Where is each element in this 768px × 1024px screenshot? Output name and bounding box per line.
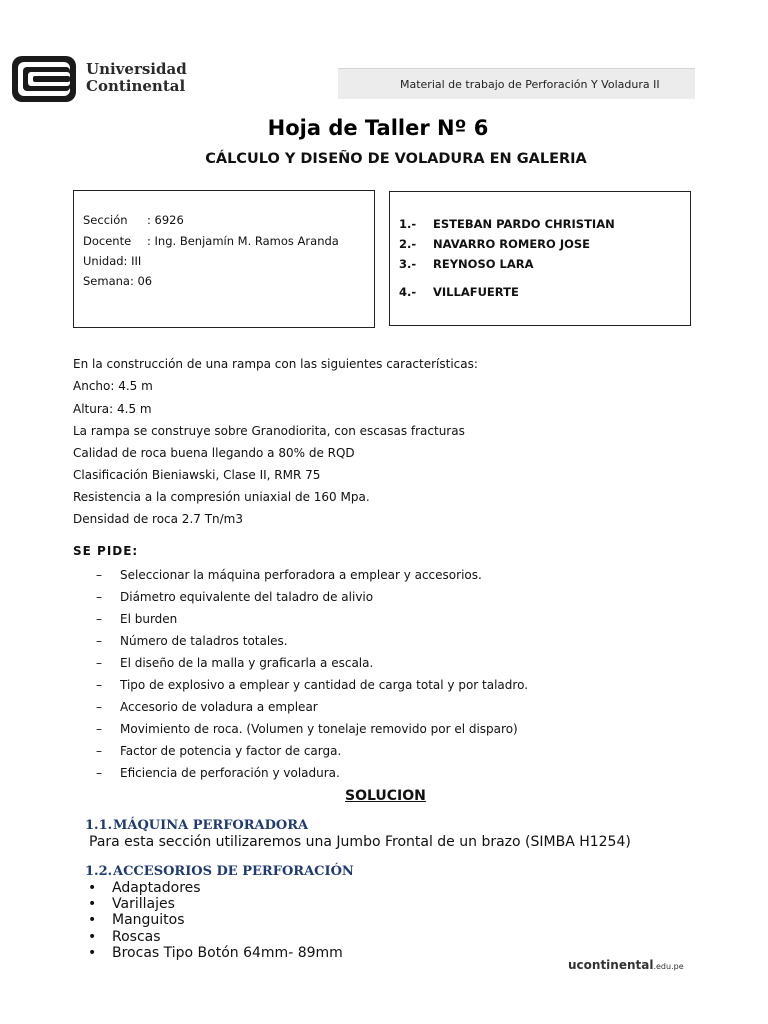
problem-line: Ancho: 4.5 m	[73, 379, 153, 393]
info-row-seccion: Sección : 6926	[83, 213, 184, 227]
se-pide-heading: SE PIDE:	[73, 544, 139, 558]
member-2: 2.- NAVARRO ROMERO JOSE	[399, 237, 591, 251]
section-heading-accessories: 1.2.ACCESORIOS DE PERFORACIÓN	[85, 864, 354, 879]
requirement-item: – El burden	[96, 612, 178, 626]
page-subtitle: CÁLCULO Y DISEÑO DE VOLADURA EN GALERIA	[205, 151, 587, 167]
accessory-item: • Varillajes	[88, 896, 175, 912]
accessory-item: • Roscas	[88, 929, 161, 945]
machine-description: Para esta sección utilizaremos una Jumbo Frontal de un brazo (SIMBA H1254)	[89, 834, 631, 850]
requirement-item: – Número de taladros totales.	[96, 634, 288, 648]
course-info-box	[73, 190, 375, 328]
university-name: Universidad Continental	[86, 60, 187, 95]
accessory-item: • Brocas Tipo Botón 64mm- 89mm	[88, 945, 343, 961]
accessory-item: • Adaptadores	[88, 880, 201, 896]
requirement-item: – El diseño de la malla y graficarla a escala.	[96, 656, 374, 670]
page-title: Hoja de Taller Nº 6	[267, 116, 489, 140]
team-members-box	[389, 191, 691, 326]
problem-line: En la construcción de una rampa con las siguientes características:	[73, 357, 478, 371]
solution-heading: SOLUCION	[345, 788, 426, 804]
requirement-item: – Factor de potencia y factor de carga.	[96, 744, 342, 758]
university-logo-icon	[12, 56, 76, 102]
info-row-docente: Docente : Ing. Benjamín M. Ramos Aranda	[83, 234, 339, 248]
problem-line: La rampa se construye sobre Granodiorita, con escasas fracturas	[73, 424, 465, 438]
info-row-unidad: Unidad: III	[83, 254, 142, 268]
problem-line: Calidad de roca buena llegando a 80% de RQD	[73, 446, 355, 460]
member-3: 3.- REYNOSO LARA	[399, 257, 534, 271]
header-banner	[338, 68, 695, 99]
accessory-item: • Manguitos	[88, 912, 185, 928]
requirement-item: – Diámetro equivalente del taladro de alivio	[96, 590, 374, 604]
info-row-semana: Semana: 06	[83, 274, 153, 288]
requirement-item: – Movimiento de roca. (Volumen y tonelaje removido por el disparo)	[96, 722, 518, 736]
requirement-item: – Eficiencia de perforación y voladura.	[96, 766, 340, 780]
problem-line: Resistencia a la compresión uniaxial de 160 Mpa.	[73, 490, 370, 504]
banner-text: Material de trabajo de Perforación Y Voladura II	[400, 78, 660, 91]
footer-brand: ucontinental.edu.pe	[568, 958, 684, 972]
problem-line: Clasificación Bieniawski, Clase II, RMR 75	[73, 468, 321, 482]
member-4: 4.- VILLAFUERTE	[399, 285, 519, 299]
problem-line: Densidad de roca 2.7 Tn/m3	[73, 512, 244, 526]
member-1: 1.- ESTEBAN PARDO CHRISTIAN	[399, 217, 615, 231]
requirement-item: – Tipo de explosivo a emplear y cantidad de carga total y por taladro.	[96, 678, 529, 692]
problem-line: Altura: 4.5 m	[73, 402, 152, 416]
requirement-item: – Accesorio de voladura a emplear	[96, 700, 318, 714]
section-heading-machine: 1.1.MÁQUINA PERFORADORA	[85, 818, 309, 833]
requirement-item: – Seleccionar la máquina perforadora a emplear y accesorios.	[96, 568, 482, 582]
